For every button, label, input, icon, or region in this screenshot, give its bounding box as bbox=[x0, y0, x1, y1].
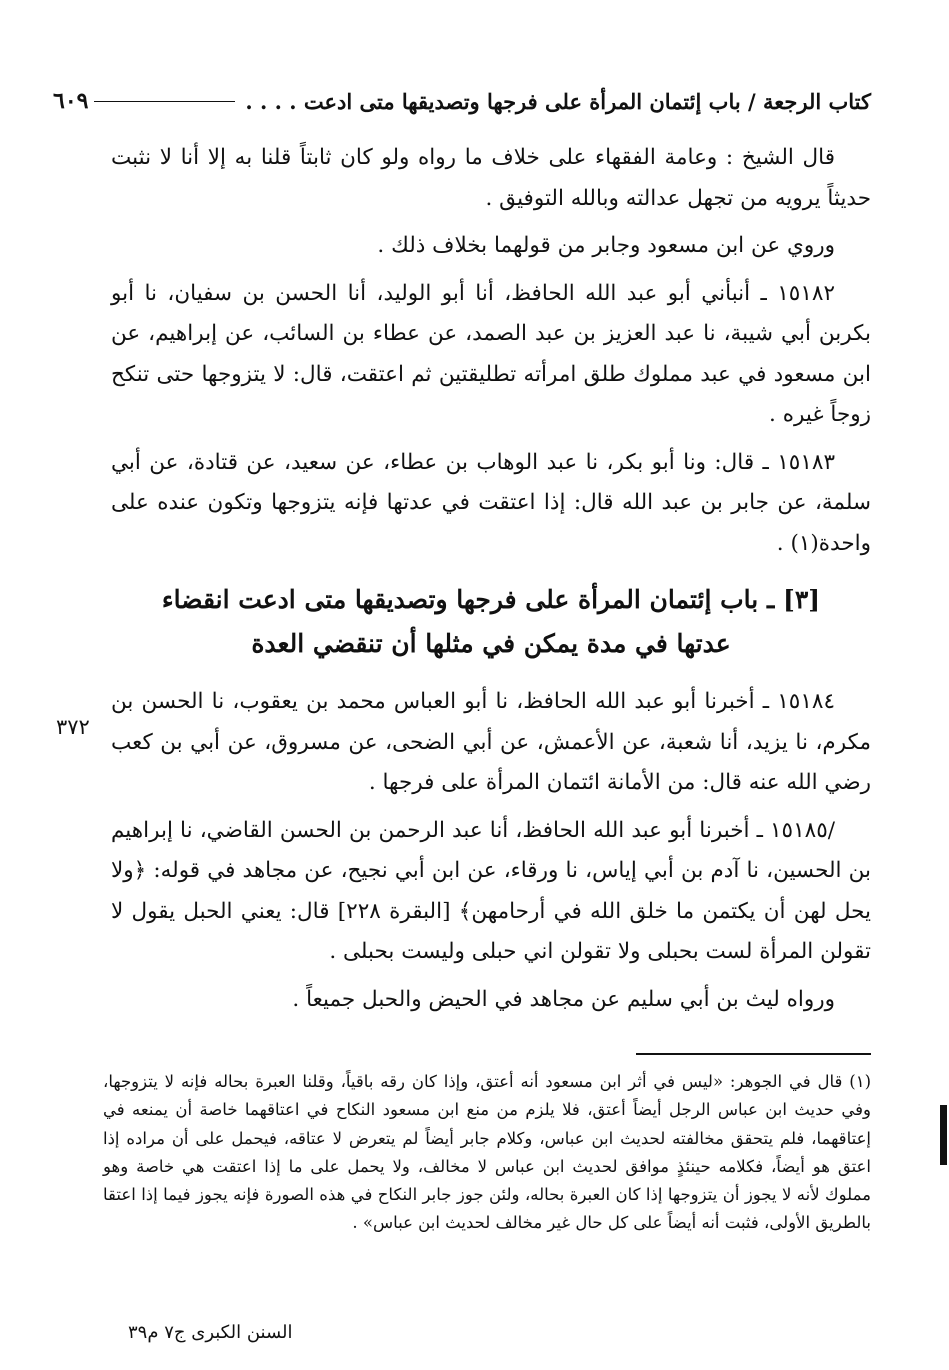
chapter-heading-line-1: [٣] ـ باب إئتمان المرأة على فرجها وتصديقها متى ادعت انقضاء bbox=[161, 585, 821, 614]
footnote-separator bbox=[636, 1053, 871, 1055]
page-header bbox=[53, 84, 871, 118]
page-number: ٦٠٩ bbox=[53, 88, 89, 114]
paragraph-laith-narration: ورواه ليث بن أبي سليم عن مجاهد في الحيض والحبل جميعاً . bbox=[292, 986, 835, 1012]
hadith-15183: ١٥١٨٣ ـ قال: ونا أبو بكر، نا عبد الوهاب بن عطاء، عن سعيد، عن قتادة، عن أبي سلمة، عن جابر بن عبد الله قال: إذا اعتقت في عدتها فإنه يتزوجها وتكون عنده على واحدة(١) . bbox=[111, 449, 871, 556]
page-edge-mark bbox=[940, 1105, 947, 1165]
hadith-15184: ١٥١٨٤ ـ أخبرنا أبو عبد الله الحافظ، نا أبو العباس محمد بن يعقوب، نا الحسن بن مكرم، نا يزيد، أنا شعبة، عن الأعمش، عن أبي الضحى، عن مسروق، عن أبي بن كعب رضي الله عنه قال: من الأمانة ائتمان المرأة على فرجها . bbox=[111, 689, 871, 795]
chapter-heading bbox=[111, 578, 871, 666]
paragraph-shaykh-comment: قال الشيخ : وعامة الفقهاء على خلاف ما رواه ولو كان ثابتاً قلنا به إلا أنا لا نثبت حديثاً يرويه من تجهل عدالته وبالله التوفيق . bbox=[111, 145, 871, 211]
paragraph-narration-note: وروي عن ابن مسعود وجابر من قولهما بخلاف ذلك . bbox=[377, 233, 835, 258]
running-title: كتاب الرجعة / باب إئتمان المرأة على فرجها وتصديقها متى ادعت . . . . bbox=[245, 88, 871, 114]
page-footer-signature: السنن الكبرى ج٧ م٣٩ bbox=[128, 1322, 293, 1343]
margin-manuscript-page-number: ٣٧٢ bbox=[56, 715, 90, 739]
header-rule bbox=[94, 101, 235, 102]
chapter-heading-line-2: عدتها في مدة يمكن في مثلها أن تنقضي العدة bbox=[251, 629, 731, 658]
hadith-15185: /١٥١٨٥ ـ أخبرنا أبو عبد الله الحافظ، أنا عبد الرحمن بن الحسن القاضي، نا إبراهيم بن الحسين، نا آدم بن أبي إياس، نا ورقاء، عن ابن أبي نجيح، عن مجاهد في قوله: ﴿ولا يحل لهن أن يكتمن ما خلق الله في أرحامهن﴾ [البقرة ٢٢٨] قال: يعني الحبل يقول لا تقولن المرأة لست بحبلى ولا تقولن اني حبلى وليست بحبلى . bbox=[111, 817, 872, 964]
footnote-1: (١) قال في الجوهر: «ليس في أثر ابن مسعود أنه أعتق، وإذا كان رقه باقياً، وقلنا العبرة بحاله فإنه لا يتزوجها، وفي حديث ابن عباس الرجل أيضاً أعتق، فلا يلزم من منع ابن مسعود النكاح في اعتاقهما خاصة أن يمنعه في إعتاقهما، فلم يتحقق مخالفته لحديث ابن عباس، وكلام جابر أيضاً لم يتعرض لا عتاقه، فيحمل على أن مراده إذا اعتق هو أيضاً، فكلامه حينئذٍ موافق لحديث ابن عباس لا مخالف، ولا يحمل على ما إذا اعتقت هي خاصة وهو مملوك لأنه لا يجوز أن يتزوجها إذا كان العبرة بحاله، ولئن جوز جابر النكاح في هذه الصورة فإنه يجوز فيما إذا اعتقا بالطريق الأولى، فثبت أنه أيضاً على كل حال غير مخالف لحديث ابن عباس» . bbox=[103, 1072, 871, 1233]
footnotes bbox=[103, 1068, 871, 1238]
main-text bbox=[111, 138, 871, 1027]
hadith-15182: ١٥١٨٢ ـ أنبأني أبو عبد الله الحافظ، أنا أبو الوليد، أنا الحسن بن سفيان، نا أبو بكربن أبي شيبة، نا عبد العزيز بن عبد الصمد، عن عطاء بن السائب، عن إبراهيم، عن ابن مسعود في عبد مملوك طلق امرأته تطليقتين ثم اعتقت، قال: لا يتزوجها حتى تنكح زوجاً غيره . bbox=[111, 280, 871, 427]
